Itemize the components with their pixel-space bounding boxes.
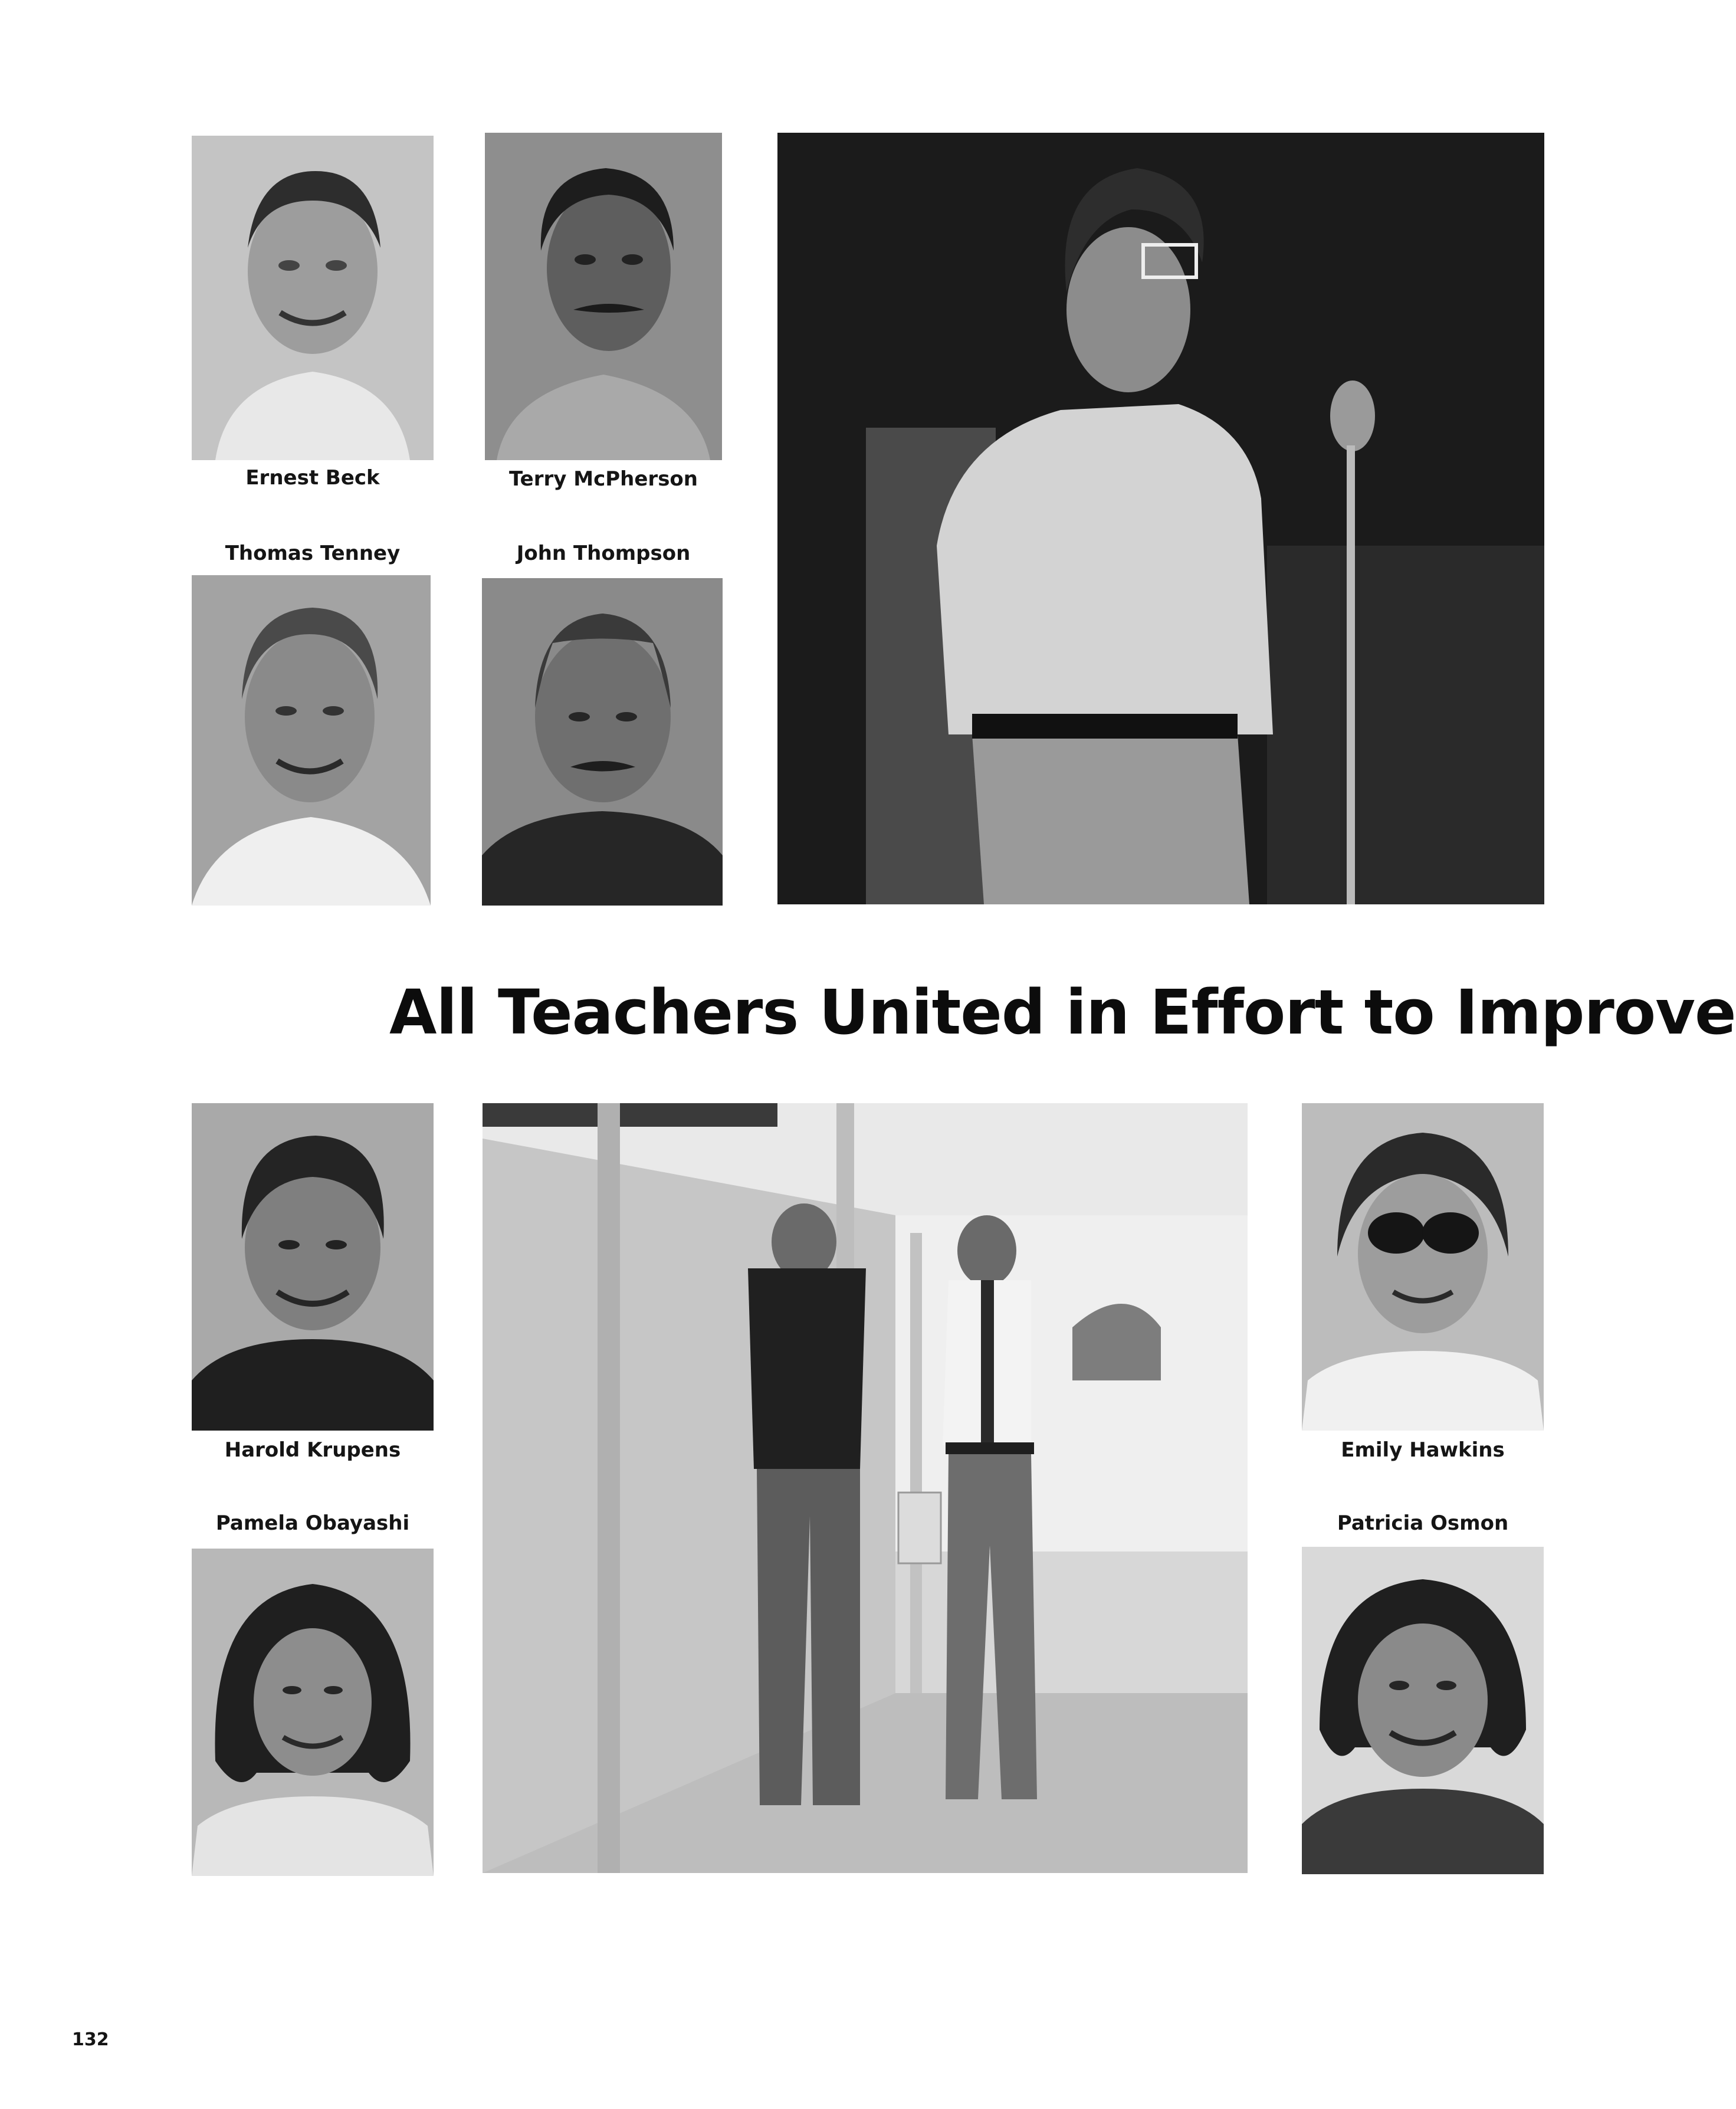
- caption-patricia-osmon: Patricia Osmon: [1337, 1511, 1509, 1535]
- portrait-photo-thomas-tenney: [192, 575, 431, 906]
- caption-ernest-beck: Ernest Beck: [245, 466, 380, 490]
- caption-emily-hawkins: Emily Hawkins: [1341, 1438, 1505, 1462]
- portrait-photo-harold-krupens: [192, 1103, 434, 1431]
- caption-thomas-tenney: Thomas Tenney: [225, 542, 401, 565]
- portrait-photo-john-thompson: [482, 578, 723, 906]
- caption-harold-krupens: Harold Krupens: [224, 1438, 401, 1462]
- caption-pamela-obayashi: Pamela Obayashi: [215, 1511, 410, 1535]
- page-number: 132: [72, 2029, 109, 2050]
- caption-john-thompson: John Thompson: [516, 542, 691, 565]
- portrait-photo-pamela-obayashi: [192, 1549, 434, 1876]
- photo-two-teachers-walkway: [483, 1103, 1248, 1873]
- caption-terry-mcpherson: Terry McPherson: [508, 467, 698, 491]
- portrait-photo-emily-hawkins: [1302, 1103, 1544, 1431]
- portrait-photo-patricia-osmon: [1302, 1547, 1544, 1874]
- photo-teacher-at-microphone: [777, 133, 1544, 904]
- portrait-photo-ernest-beck: [192, 136, 434, 460]
- page-headline: All Teachers United in Effort to Improve: [389, 976, 1736, 1048]
- portrait-photo-terry-mcpherson: [485, 133, 722, 460]
